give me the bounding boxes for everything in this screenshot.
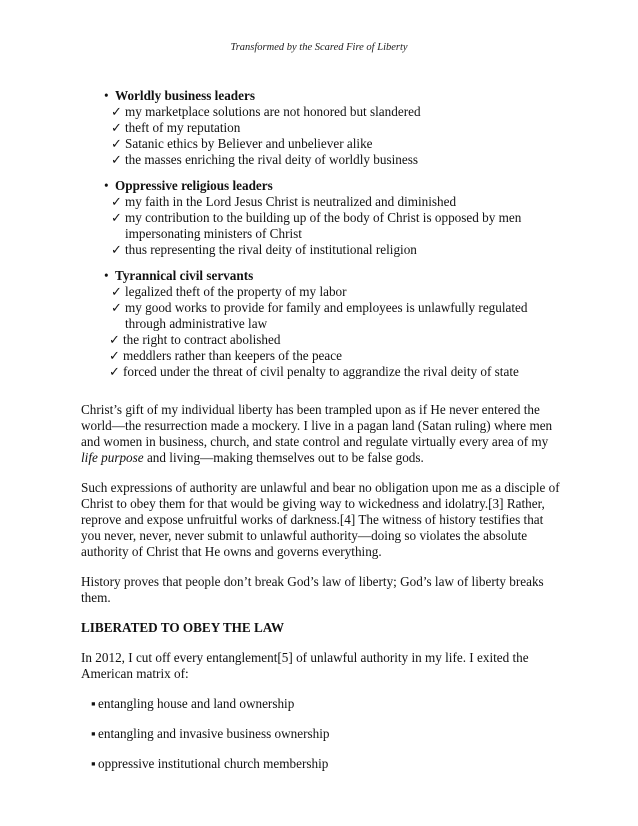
group-religious-leaders	[81, 178, 561, 258]
emphasis-life-purpose: life purpose	[81, 450, 144, 465]
group-civil-servants	[81, 268, 561, 380]
list-item: ▪ entangling and invasive business ownership	[91, 726, 330, 741]
checkmark-icon: ✓	[111, 152, 123, 167]
list-item: ✓ Satanic ethics by Believer and unbeliever alike	[111, 136, 373, 151]
paragraph-unlawful-authority: Such expressions of authority are unlawful and bear no obligation upon me as a disciple of Christ to obey them for that would be giving way to wickedness and idolatry.[3] Rather, reprove and expose unfruitful works of darkness.[4] The witness of history testifies that you never, never, never submit to unlawful authority—doing so violates the absolute authority of Christ that He owns and governs everything.	[81, 480, 560, 559]
group-title: Tyrannical civil servants	[115, 268, 254, 283]
group-title: Oppressive religious leaders	[115, 178, 273, 193]
list-item: ✓ my marketplace solutions are not honored but slandered	[111, 104, 421, 119]
paragraph-cut-off: In 2012, I cut off every entanglement[5] of unlawful authority in my life. I exited the American matrix of:	[81, 650, 529, 681]
list-item: ✓ meddlers rather than keepers of the peace	[109, 348, 342, 363]
checkmark-icon: ✓	[109, 348, 121, 363]
bullet-icon: •	[104, 88, 109, 103]
bullet-icon: •	[104, 268, 109, 283]
checkmark-icon: ✓	[111, 300, 123, 315]
square-bullet-icon: ▪	[91, 696, 96, 711]
list-item: ▪ oppressive institutional church membership	[91, 756, 329, 771]
group-title: Worldly business leaders	[115, 88, 255, 103]
bullet-icon: •	[104, 178, 109, 193]
checkmark-icon: ✓	[111, 242, 123, 257]
list-item: ▪ entangling house and land ownership	[91, 696, 295, 711]
list-item: ✓ thus representing the rival deity of institutional religion	[111, 242, 417, 257]
checkmark-icon: ✓	[109, 364, 121, 379]
checkmark-icon: ✓	[111, 194, 123, 209]
list-item: ✓ my contribution to the building up of the body of Christ is opposed by men impersonating ministers of Christ	[111, 210, 522, 241]
square-bullet-icon: ▪	[91, 726, 96, 741]
list-item: ✓ the right to contract abolished	[109, 332, 281, 347]
checkmark-icon: ✓	[111, 284, 123, 299]
list-item: ✓ legalized theft of the property of my labor	[111, 284, 347, 299]
checkmark-icon: ✓	[111, 136, 123, 151]
group-business-leaders	[81, 88, 561, 168]
paragraph-history-proves: History proves that people don’t break God’s law of liberty; God’s law of liberty breaks them.	[81, 574, 544, 605]
checkmark-icon: ✓	[111, 210, 123, 225]
section-heading: LIBERATED TO OBEY THE LAW	[81, 620, 285, 635]
list-item: ✓ forced under the threat of civil penalty to aggrandize the rival deity of state	[109, 364, 519, 379]
list-item: ✓ the masses enriching the rival deity of worldly business	[111, 152, 418, 167]
matrix-list	[81, 696, 561, 772]
square-bullet-icon: ▪	[91, 756, 96, 771]
document-body	[81, 88, 561, 786]
list-item: ✓ my good works to provide for family and employees is unlawfully regulated through administrative law	[111, 300, 528, 331]
paragraph-liberty-trampled: Christ’s gift of my individual liberty has been trampled upon as if He never entered the world—the resurrection made a mockery. I live in a pagan land (Satan ruling) where men and women in business, church, and state control and regulate virtually every area of my life purpose and living—making themselves out to be false gods.	[81, 402, 553, 465]
checkmark-icon: ✓	[111, 104, 123, 119]
list-item: ✓ my faith in the Lord Jesus Christ is neutralized and diminished	[111, 194, 457, 209]
running-header: Transformed by the Scared Fire of Liberty	[230, 42, 408, 53]
checkmark-icon: ✓	[109, 332, 121, 347]
list-item: ✓ theft of my reputation	[111, 120, 241, 135]
checkmark-icon: ✓	[111, 120, 123, 135]
